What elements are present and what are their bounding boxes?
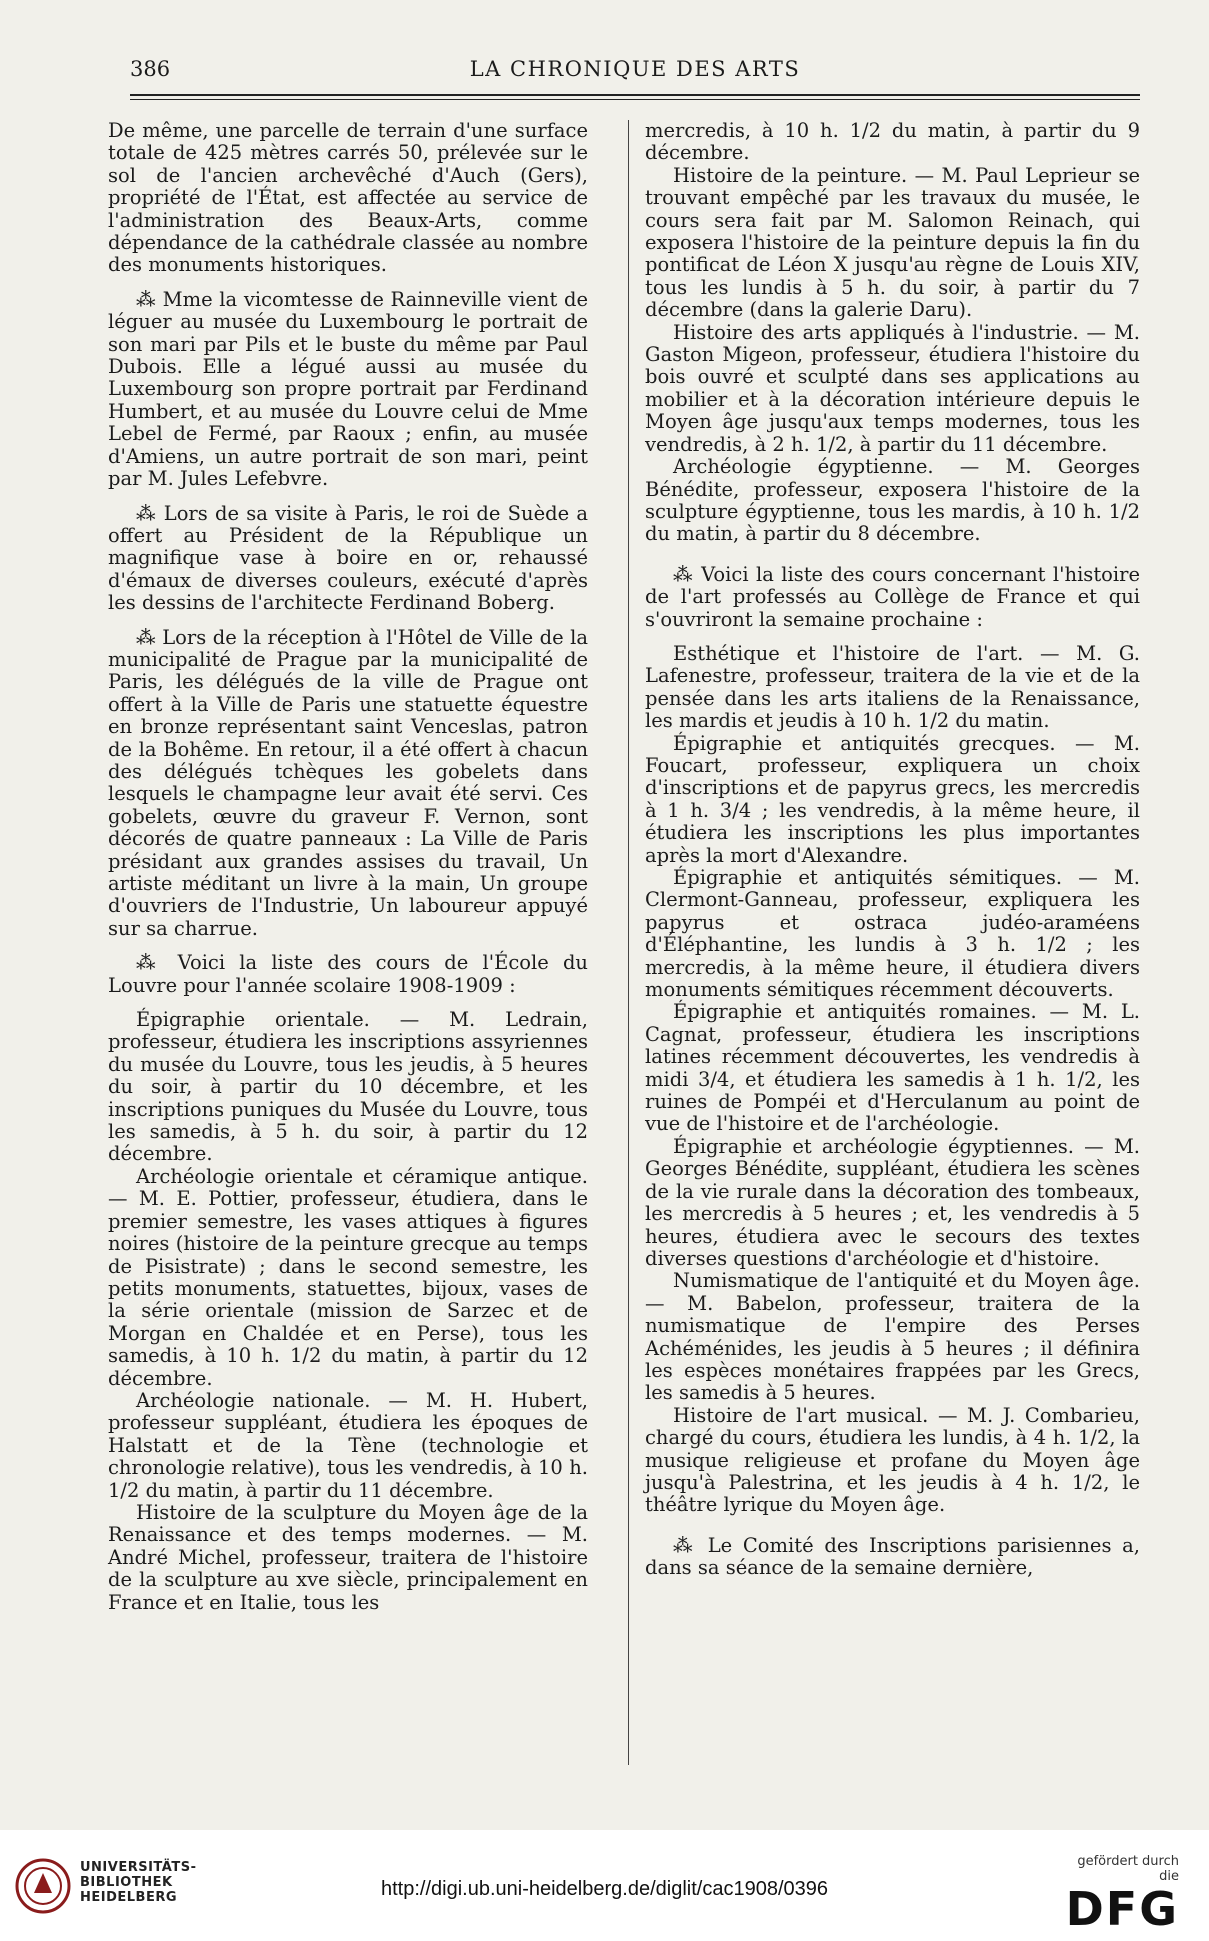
institution-line: BIBLIOTHEK: [80, 1875, 173, 1890]
institution-line: HEIDELBERG: [80, 1890, 178, 1905]
header-rule: [130, 94, 1140, 100]
course-entry: Numismatique de l'antiquité et du Moyen âge. — M. Babelon, professeur, traitera de la numismatique de l'empire des Perses Achéménides, les jeudis à 5 heures ; il définira les espèces monétaires frappées par les Grecs, les samedis à 5 heures.: [645, 1269, 1140, 1405]
paragraph: ⁂ Lors de sa visite à Paris, le roi de Suède a offert au Président de la République un magnifique vase à boire en or, rehaussé d'émaux de diverses couleurs, exécuté d'après les dessins de l'architecte Ferdinand Boberg.: [108, 501, 588, 615]
paragraph: mercredis, à 10 h. 1/2 du matin, à partir du 9 décembre.: [645, 119, 1140, 165]
course-entry: Épigraphie et antiquités sémitiques. — M. Clermont-Ganneau, professeur, expliquera les papyrus et ostraca judéo-araméens d'Éléphantine, les lundis à 3 h. 1/2 ; les mercredis, à la même heure, il étudiera divers monuments sémitiques récemment découverts.: [645, 866, 1140, 1002]
funding-label: gefördert durch die: [1077, 1854, 1179, 1884]
permalink-url[interactable]: http://digi.ub.uni-heidelberg.de/diglit/cac1908/0396: [381, 1878, 828, 1900]
course-entry: Épigraphie orientale. — M. Ledrain, professeur, étudiera les inscriptions assyriennes du musée du Louvre, tous les jeudis, à 5 heures du soir, à partir du 10 décembre, et les inscriptions puniques du Musée du Louvre, tous les samedis, à 5 h. du soir, à partir du 12 décembre.: [108, 1008, 588, 1166]
course-entry: Histoire de l'art musical. — M. J. Combarieu, chargé du cours, étudiera les lundis, à 4 h. 1/2, la musique religieuse et profane du Moyen âge jusqu'à Palestrina, et les jeudis à 4 h. 1/2, le théâtre lyrique du Moyen âge.: [645, 1403, 1140, 1517]
institution-line: UNIVERSITÄTS-: [80, 1860, 197, 1875]
course-entry: Histoire de la sculpture du Moyen âge de la Renaissance et des temps modernes. — M. André Michel, professeur, traitera de l'histoire de la sculpture au xve siècle, principalement en France et en Italie, tous les: [108, 1500, 588, 1614]
paragraph: ⁂ Le Comité des Inscriptions parisiennes a, dans sa séance de la semaine dernière,: [645, 1533, 1140, 1580]
right-column: [645, 120, 1140, 1592]
running-title: LA CHRONIQUE DES ARTS: [469, 57, 801, 81]
paragraph: ⁂ Lors de la réception à l'Hôtel de Ville de la municipalité de Prague par la municipalité de Paris, les délégués de la ville de Prague ont offert à la Ville de Paris une statuette équestre en bronze représentant saint Venceslas, patron de la Bohême. En retour, il a été offert à chacun des délégués tchèques les gobelets dans lesquels le champagne leur avait été servi. Ces gobelets, œuvre du graveur F. Vernon, sont décorés de quatre panneaux : La Ville de Paris présidant aux grandes assises du travail, Un artiste méditant un livre à la main, Un groupe d'ouvriers de l'Industrie, Un laboureur appuyé sur sa charrue.: [108, 625, 588, 940]
paragraph: ⁂ Voici la liste des cours concernant l'histoire de l'art professés au Collège de France et qui s'ouvriront la semaine prochaine :: [645, 562, 1140, 631]
paragraph: De même, une parcelle de terrain d'une surface totale de 425 mètres carrés 50, prélevée sur le sol de l'ancien archevêché d'Auch (Gers), propriété de l'État, est affectée au service de l'administration des Beaux-Arts, comme dépendance de la cathédrale classée au nombre des monuments historiques.: [108, 119, 588, 277]
left-column: [108, 120, 588, 1614]
page-number: 386: [130, 57, 171, 81]
course-entry: Esthétique et l'histoire de l'art. — M. G. Lafenestre, professeur, traitera de la vie et de la pensée dans les arts italiens de la Renaissance, les mardis et jeudis à 10 h. 1/2 du matin.: [645, 641, 1140, 733]
course-entry: Épigraphie et antiquités grecques. — M. Foucart, professeur, expliquera un choix d'inscriptions et de papyrus grecs, les mercredis à 1 h. 3/4 ; les vendredis, à la même heure, il étudiera les inscriptions les plus importantes après la mort d'Alexandre.: [645, 731, 1140, 867]
course-entry: Archéologie nationale. — M. H. Hubert, professeur suppléant, étudiera les époques de Halstatt et de la Tène (technologie et chronologie relative), tous les vendredis, à 10 h. 1/2 du matin, à partir du 11 décembre.: [108, 1388, 588, 1502]
course-entry: Archéologie orientale et céramique antique. — M. E. Pottier, professeur, étudiera, dans le premier semestre, les vases attiques à figures noires (histoire de la peinture grecque au temps de Pisistrate) ; dans le second semestre, les petits monuments, statuettes, bijoux, vases de la série orientale (mission de Sarzec et de Morgan en Chaldée et en Perse), tous les samedis, à 10 h. 1/2 du matin, à partir du 12 décembre.: [108, 1164, 588, 1390]
funding-notice: [1059, 1854, 1179, 1934]
course-entry: Archéologie égyptienne. — M. Georges Bénédite, professeur, exposera l'histoire de la sculpture égyptienne, tous les mardis, à 10 h. 1/2 du matin, à partir du 8 décembre.: [645, 455, 1140, 546]
column-divider: [628, 120, 629, 1765]
paragraph: ⁂ Voici la liste des cours de l'École du Louvre pour l'année scolaire 1908-1909 :: [108, 951, 588, 997]
footer-bar: [0, 1830, 1209, 1941]
course-entry: Histoire des arts appliqués à l'industrie. — M. Gaston Migeon, professeur, étudiera l'histoire du bois ouvré et sculpté dans ses applications au mobilier et à la décoration intérieure depuis le Moyen âge jusqu'aux temps modernes, tous les vendredis, à 2 h. 1/2, à partir du 11 décembre.: [645, 320, 1140, 456]
paragraph: ⁂ Mme la vicomtesse de Rainneville vient de léguer au musée du Luxembourg le portrait de son mari par Pils et le buste du même par Paul Dubois. Elle a légué aussi au musée du Luxembourg son propre portrait par Ferdinand Humbert, et au musée du Louvre celui de Mme Lebel de Fermé, par Raoux ; enfin, au musée d'Amiens, un autre portrait de son mari, peint par M. Jules Lefebvre.: [108, 287, 588, 491]
page-header: [130, 57, 1140, 87]
course-entry: Épigraphie et antiquités romaines. — M. L. Cagnat, professeur, étudiera les inscriptions latines récemment découvertes, les vendredis à midi 3/4, et étudiera les samedis à 1 h. 1/2, les ruines de Pompéi et d'Herculanum au point de vue de l'histoire et de l'archéologie.: [645, 1000, 1140, 1136]
course-entry: Épigraphie et archéologie égyptiennes. — M. Georges Bénédite, suppléant, étudiera les scènes de la vie rurale dans la décoration des tombeaux, les mercredis à 5 heures ; et, les vendredis à 5 heures, étudiera avec le secours des textes diverses questions d'archéologie et d'histoire.: [645, 1134, 1140, 1270]
dfg-logo: DFG: [1065, 1882, 1179, 1936]
course-entry: Histoire de la peinture. — M. Paul Leprieur se trouvant empêché par les travaux du musée, le cours sera fait par M. Salomon Reinach, qui exposera l'histoire de la peinture depuis la fin du pontificat de Léon X jusqu'au règne de Louis XIV, tous les lundis à 5 h. du soir, à partir du 7 décembre (dans la galerie Daru).: [645, 163, 1140, 322]
